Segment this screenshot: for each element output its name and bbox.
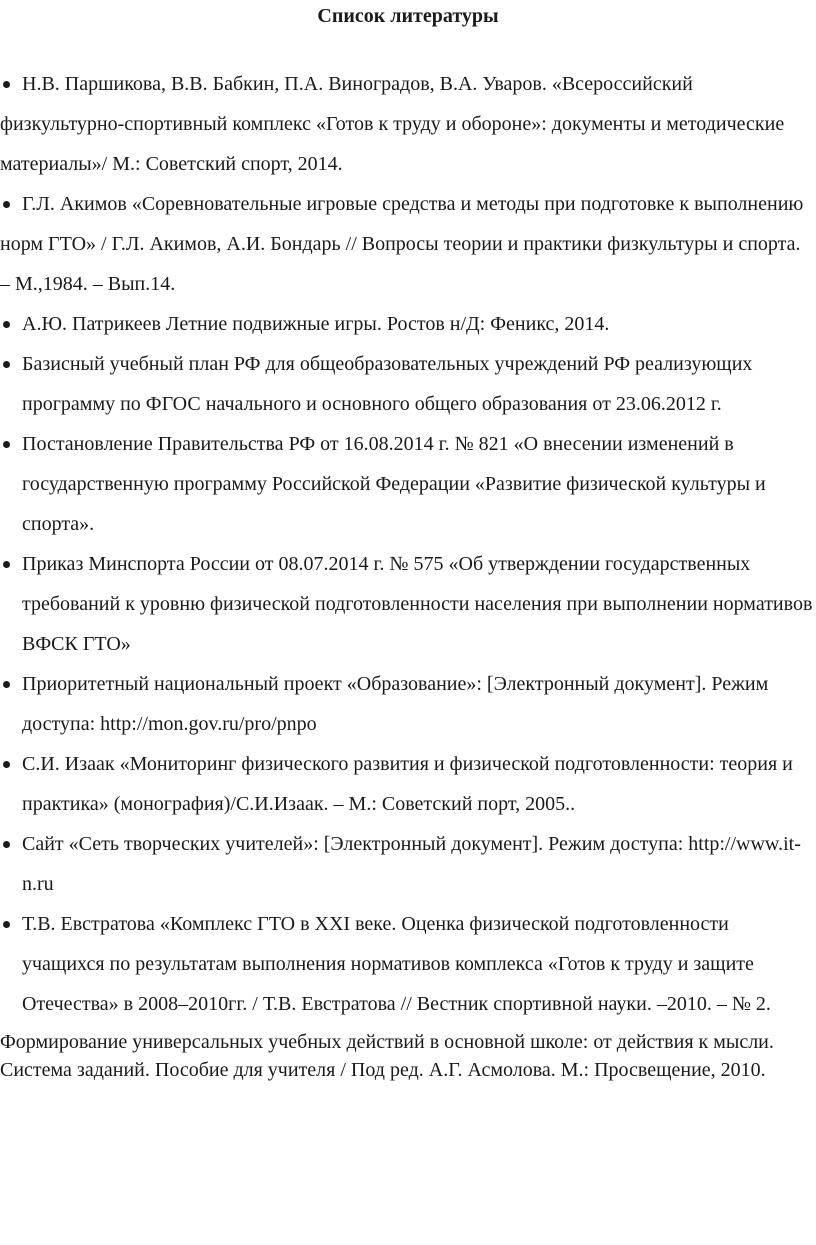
bullet-icon [3, 441, 10, 448]
closing-paragraph: Формирование универсальных учебных действий в основной школе: от действия к мысли. Система заданий. Пособие для учителя / Под ред. А.Г. Асмолова. М.: Просвещение, 2010. [0, 1031, 774, 1081]
reference-text: Т.В. Евстратова «Комплекс ГТО в XXI веке. Оценка физической подготовленности учащихся по результатам выполнения нормативов комплекса «Готов к труду и защите Отечества» в 2008–2010гг. / Т.В. Евстратова // Вестник спортивной науки. –2010. – № 2. [22, 913, 771, 1015]
bullet-icon [3, 681, 10, 688]
bullet-icon [3, 361, 10, 368]
list-item [0, 344, 816, 424]
reference-text: Сайт «Сеть творческих учителей»: [Электронный документ]. Режим доступа: http://www.it-n.ru [22, 833, 801, 895]
list-item [0, 64, 816, 184]
list-item [0, 304, 816, 344]
reference-text: Приоритетный национальный проект «Образование»: [Электронный документ]. Режим доступа: http://mon.gov.ru/pro/pnpo [22, 673, 769, 735]
bullet-icon [3, 81, 10, 88]
list-item [0, 424, 816, 544]
reference-text: С.И. Изаак «Мониторинг физического развития и физической подготовленности: теория и практика» (монография)/С.И.Изаак. – М.: Советский порт, 2005.. [22, 753, 793, 815]
bullet-icon [3, 321, 10, 328]
page-title: Список литературы [317, 5, 499, 27]
list-item [0, 664, 816, 744]
reference-text: Н.В. Паршикова, В.В. Бабкин, П.А. Виноградов, В.А. Уваров. «Всероссийский физкультурно-спортивный комплекс «Готов к труду и обороне»: документы и методические материалы»/ М.: Советский спорт, 2014. [0, 73, 785, 175]
reference-text: Базисный учебный план РФ для общеобразовательных учреждений РФ реализующих программу по ФГОС начального и основного общего образования от 23.06.2012 г. [22, 353, 753, 415]
list-item [0, 904, 816, 1024]
bullet-icon [3, 761, 10, 768]
bullet-icon [3, 921, 10, 928]
reference-text: А.Ю. Патрикеев Летние подвижные игры. Ростов н/Д: Феникс, 2014. [22, 313, 610, 335]
list-item [0, 184, 816, 304]
bullet-icon [3, 561, 10, 568]
reference-list [0, 64, 816, 1024]
bullet-icon [3, 201, 10, 208]
reference-text: Г.Л. Акимов «Соревновательные игровые средства и методы при подготовке к выполнению норм ГТО» / Г.Л. Акимов, А.И. Бондарь // Вопросы теории и практики физкультуры и спорта. – М.,1984. – Вып.14. [0, 193, 804, 295]
bullet-icon [3, 841, 10, 848]
reference-text: Приказ Минспорта России от 08.07.2014 г. № 575 «Об утверждении государственных требований к уровню физической подготовленности населения при выполнении нормативов ВФСК ГТО» [22, 553, 813, 655]
list-item [0, 544, 816, 664]
list-item [0, 744, 816, 824]
list-item [0, 824, 816, 904]
reference-text: Постановление Правительства РФ от 16.08.2014 г. № 821 «О внесении изменений в государственную программу Российской Федерации «Развитие физической культуры и спорта». [22, 433, 766, 535]
